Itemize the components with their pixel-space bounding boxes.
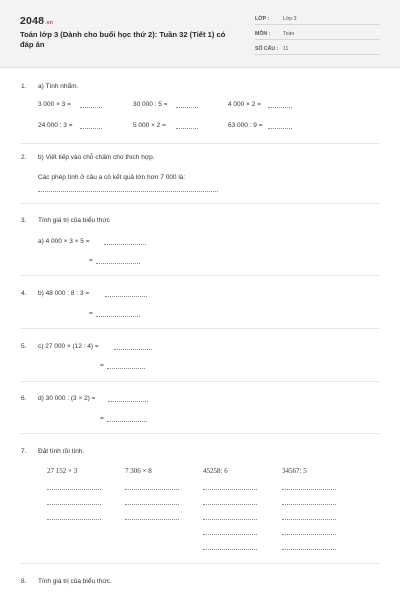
meta-subject-field [255, 28, 380, 40]
q1-item: 4 000 × 2 = [228, 101, 261, 108]
q6-number: 6. [21, 395, 27, 402]
answer-blank[interactable] [107, 368, 145, 369]
q5-number: 5. [21, 343, 27, 350]
document-header [0, 0, 400, 68]
answer-blank[interactable] [80, 107, 102, 108]
answer-blank[interactable] [176, 107, 198, 108]
q2-text: Các phép tính ở câu a có kết quả lớn hơn 7 000 là: [38, 174, 186, 181]
meta-class-value: Lớp 3 [283, 16, 297, 22]
working-line[interactable] [282, 534, 336, 535]
q1-item: 30 000 : 5 = [133, 101, 168, 108]
answer-blank[interactable] [114, 349, 152, 350]
logo-suffix: .vn [45, 20, 53, 26]
working-line[interactable] [203, 534, 257, 535]
working-line[interactable] [282, 549, 336, 550]
meta-subject-label: MÔN : [255, 31, 271, 37]
q5-equals: = [100, 362, 104, 369]
q1-number: 1. [21, 83, 27, 90]
working-line[interactable] [282, 489, 336, 490]
section-divider [20, 203, 380, 204]
working-line[interactable] [47, 519, 101, 520]
working-line[interactable] [282, 504, 336, 505]
working-line[interactable] [203, 504, 257, 505]
meta-class-field [255, 13, 380, 25]
working-line[interactable] [125, 504, 179, 505]
q7-number: 7. [21, 448, 27, 455]
q1-item: 3 000 × 3 = [38, 101, 71, 108]
q1-prompt: a) Tính nhẩm. [38, 83, 79, 90]
answer-blank[interactable] [38, 191, 218, 192]
working-line[interactable] [203, 519, 257, 520]
q1-item: 63 000 : 9 = [228, 122, 263, 129]
q4-expression: b) 48 000 : 8 : 3 = [38, 290, 90, 297]
working-line[interactable] [282, 519, 336, 520]
answer-blank[interactable] [268, 128, 292, 129]
q6-equals: = [100, 415, 104, 422]
q7-operation: 34567: 5 [282, 467, 307, 475]
answer-blank[interactable] [80, 128, 102, 129]
q8-prompt: Tính giá trị của biểu thức. [38, 578, 112, 585]
q6-expression: d) 30 000 : (3 × 2) = [38, 395, 96, 402]
answer-blank[interactable] [104, 244, 146, 245]
meta-question-count-label: SỐ CÂU : [255, 46, 279, 52]
meta-subject-value: Toán [283, 31, 295, 37]
q4-equals: = [89, 310, 93, 317]
document-title: Toán lớp 3 (Dành cho buổi học thứ 2): Tuần 32 (Tiết 1) có đáp án [20, 30, 226, 49]
working-line[interactable] [47, 504, 101, 505]
q1-item: 5 000 × 2 = [133, 122, 166, 129]
q8-number: 8. [21, 578, 27, 585]
working-line[interactable] [47, 489, 101, 490]
section-divider [20, 433, 380, 434]
answer-blank[interactable] [105, 296, 147, 297]
q3-prompt: Tính giá trị của biểu thức [38, 217, 110, 224]
answer-blank[interactable] [107, 421, 147, 422]
site-logo[interactable] [20, 15, 53, 27]
section-divider [20, 275, 380, 276]
q3-equals: = [89, 257, 93, 264]
answer-blank[interactable] [96, 316, 140, 317]
q7-operation: 45258: 6 [203, 467, 228, 475]
q7-prompt: Đặt tính rồi tính. [38, 448, 85, 455]
section-divider [20, 328, 380, 329]
q2-prompt: b) Viết tiếp vào chỗ chấm cho thích hợp. [38, 154, 155, 161]
meta-class-label: LỚP : [255, 16, 270, 22]
q3-number: 3. [21, 217, 27, 224]
meta-question-count-value: 11 [283, 46, 289, 52]
working-line[interactable] [203, 549, 257, 550]
working-line[interactable] [125, 489, 179, 490]
section-divider [20, 563, 380, 564]
answer-blank[interactable] [96, 263, 140, 264]
working-line[interactable] [125, 519, 179, 520]
worksheet-content [0, 68, 400, 600]
answer-blank[interactable] [108, 401, 148, 402]
q4-number: 4. [21, 290, 27, 297]
working-line[interactable] [203, 489, 257, 490]
meta-question-count-field [255, 43, 380, 55]
logo-text: 2048 [20, 15, 45, 27]
q5-expression: c) 27 000 × (12 : 4) = [38, 343, 99, 350]
section-divider [20, 143, 380, 144]
q7-operation: 7 306 × 8 [125, 467, 152, 475]
q3-expression: a) 4 000 × 3 × 5 = [38, 238, 90, 245]
q2-number: 2. [21, 154, 27, 161]
section-divider [20, 381, 380, 382]
q7-operation: 27 152 × 3 [47, 467, 78, 475]
answer-blank[interactable] [268, 107, 292, 108]
q1-item: 24 000 : 3 = [38, 122, 73, 129]
answer-blank[interactable] [176, 128, 198, 129]
